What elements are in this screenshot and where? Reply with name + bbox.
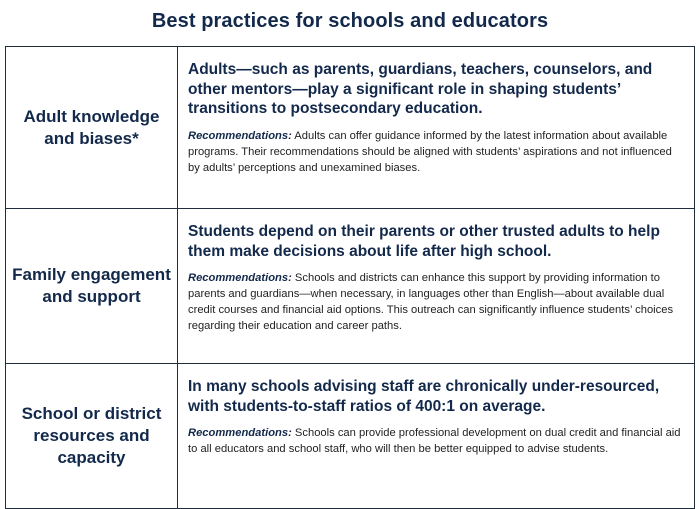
recommendations-paragraph xyxy=(188,128,686,176)
row-content-cell xyxy=(178,209,695,364)
recommendations-label: Recommendations: xyxy=(188,129,292,142)
row-content-cell xyxy=(178,364,695,509)
best-practices-table xyxy=(5,46,695,509)
row-label: Family engagement and support xyxy=(12,265,171,306)
recommendations-label: Recommendations: xyxy=(188,427,292,439)
row-label-cell xyxy=(6,209,178,364)
row-heading: In many schools advising staff are chronically under-resourced, with students-to-staff ratios of 400:1 on average. xyxy=(188,378,660,415)
row-heading: Students depend on their parents or other trusted adults to help them make decisions about life after high school. xyxy=(188,223,660,260)
recommendations-text: Schools can provide professional development on dual credit and financial aid to all educators and school staff, who will then be better equipped to advise students. xyxy=(188,427,681,455)
row-label-cell xyxy=(6,364,178,509)
recommendations-text: Adults can offer guidance informed by the latest information about available programs. Their recommendations should be aligned with students’ aspirations and not influenced by adults’ perceptions and unexamined biases. xyxy=(188,129,672,174)
recommendations-label: Recommendations: xyxy=(188,272,292,284)
recommendations-paragraph xyxy=(188,425,686,457)
row-label: School or district resources and capacity xyxy=(21,404,162,467)
table-row xyxy=(6,364,695,509)
row-heading: Adults—such as parents, guardians, teachers, counselors, and other mentors—play a significant role in shaping students’ transitions to postsecondary education. xyxy=(188,61,653,117)
row-label-cell xyxy=(6,47,178,209)
table-row xyxy=(6,209,695,364)
row-label: Adult knowledge and biases* xyxy=(23,106,160,148)
recommendations-text: Schools and districts can enhance this support by providing information to parents and guardians—when necessary, in languages other than English—about available dual credit courses and financial aid options. This outreach can significantly influence students’ choices regarding their education and career paths. xyxy=(188,272,674,332)
page-title: Best practices for schools and educators xyxy=(151,10,549,32)
recommendations-paragraph xyxy=(188,270,686,334)
row-content-cell xyxy=(178,47,695,209)
table-row xyxy=(6,47,695,209)
